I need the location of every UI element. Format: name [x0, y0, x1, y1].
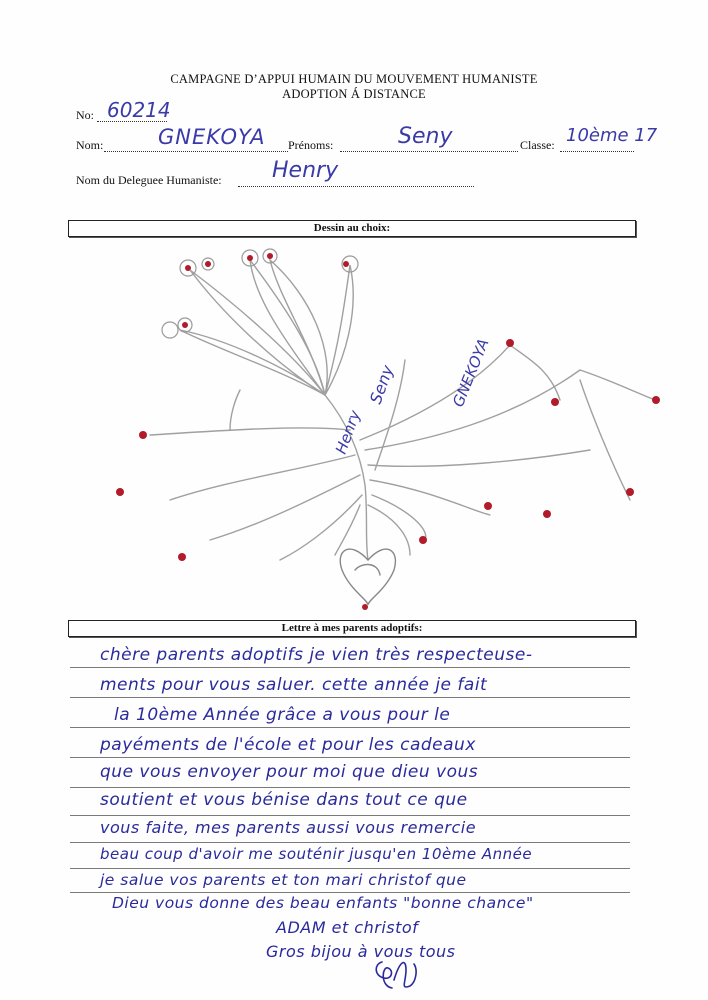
red-bud	[185, 265, 191, 271]
red-bud	[116, 488, 124, 496]
letter-line-8: beau coup d'avoir me souténir jusqu'en 10ème Année	[100, 845, 533, 863]
red-bud	[652, 396, 660, 404]
branch	[370, 480, 490, 515]
ruled-line	[70, 757, 630, 758]
red-bud	[419, 536, 427, 544]
lettre-section-box	[68, 620, 636, 637]
letter-line-2: ments pour vous saluer. cette année je fait	[100, 675, 488, 695]
delegue-label: Nom du Deleguee Humaniste:	[76, 173, 222, 187]
red-bud	[139, 431, 147, 439]
lettre-section-label: Lettre à mes parents adoptifs:	[281, 622, 423, 634]
classe-value: 10ème 17	[566, 125, 658, 146]
signature	[370, 950, 430, 994]
letter-line-6: soutient et vous bénise dans tout ce que	[100, 790, 468, 810]
branch	[150, 428, 350, 435]
red-bud	[543, 510, 551, 518]
red-bud	[182, 322, 188, 328]
branch	[170, 455, 355, 500]
branch	[368, 450, 590, 466]
no-value: 60214	[107, 98, 171, 122]
red-bud	[343, 261, 349, 267]
branch	[368, 505, 410, 555]
red-bud	[267, 253, 273, 259]
petal	[250, 260, 325, 395]
classe-label: Classe:	[520, 138, 555, 152]
ruled-line	[70, 727, 630, 728]
dessin-section-box	[68, 220, 636, 237]
branch	[580, 380, 630, 500]
delegue-dotted-line	[238, 186, 474, 187]
delegue-value: Henry	[272, 158, 339, 183]
branch	[210, 475, 360, 540]
red-bud	[484, 502, 492, 510]
petal	[325, 265, 353, 395]
prenoms-value: Seny	[398, 124, 453, 149]
dessin-section-label: Dessin au choix:	[313, 222, 391, 234]
red-bud	[178, 553, 186, 561]
red-bud	[626, 488, 634, 496]
ruled-line	[70, 787, 630, 788]
branch	[372, 495, 426, 540]
drawing-name-henry: Henry	[331, 407, 365, 457]
letter-line-7: vous faite, mes parents aussi vous remercie	[100, 818, 477, 837]
classe-dotted-line	[560, 151, 634, 152]
adoption-subtitle: ADOPTION Á DISTANCE	[282, 87, 426, 101]
nom-dotted-line	[104, 151, 288, 152]
ruled-line	[70, 697, 630, 698]
letter-line-3: la 10ème Année grâce a vous pour le	[114, 705, 451, 725]
nom-label: Nom:	[76, 138, 104, 152]
letter-line-10: Dieu vous donne des beau enfants "bonne chance"	[112, 894, 534, 912]
letter-line-9: je salue vos parents et ton mari christof que	[100, 871, 467, 889]
letter-line-4: payéments de l'école et pour les cadeaux	[100, 735, 476, 755]
branch	[335, 505, 360, 555]
postscript-line-1: ADAM et christof	[276, 918, 419, 937]
branch	[580, 370, 655, 400]
heart-inner-swirl	[355, 565, 380, 575]
prenoms-dotted-line	[340, 151, 518, 152]
red-bud	[551, 398, 559, 406]
prenoms-label: Prénoms:	[288, 138, 334, 152]
red-bud	[506, 339, 514, 347]
nom-value: GNEKOYA	[158, 125, 266, 149]
ruled-line	[70, 667, 630, 668]
red-bud	[247, 255, 253, 261]
drawing-name-seny: Seny	[365, 362, 398, 407]
campaign-title: CAMPAGNE D’APPUI HUMAIN DU MOUVEMENT HUMANISTE	[170, 72, 538, 86]
flower-drawing	[110, 240, 670, 620]
letter-line-1: chère parents adoptifs je vien très respecteuse-	[100, 645, 533, 665]
branch	[230, 390, 240, 430]
red-bud	[205, 261, 211, 267]
ruled-line	[70, 842, 630, 843]
no-label: No:	[76, 108, 94, 122]
drawing-name-gnekoya: GNEKOYA	[449, 336, 493, 410]
ruled-line	[70, 892, 630, 893]
ruled-line	[70, 868, 630, 869]
red-bud	[362, 604, 368, 610]
postscript-line-2: Gros bijou à vous tous	[266, 942, 456, 961]
letter-line-5: que vous envoyer pour moi que dieu vous	[100, 762, 479, 782]
branch	[510, 345, 560, 400]
curl-tip	[162, 322, 178, 338]
ruled-line	[70, 815, 630, 816]
